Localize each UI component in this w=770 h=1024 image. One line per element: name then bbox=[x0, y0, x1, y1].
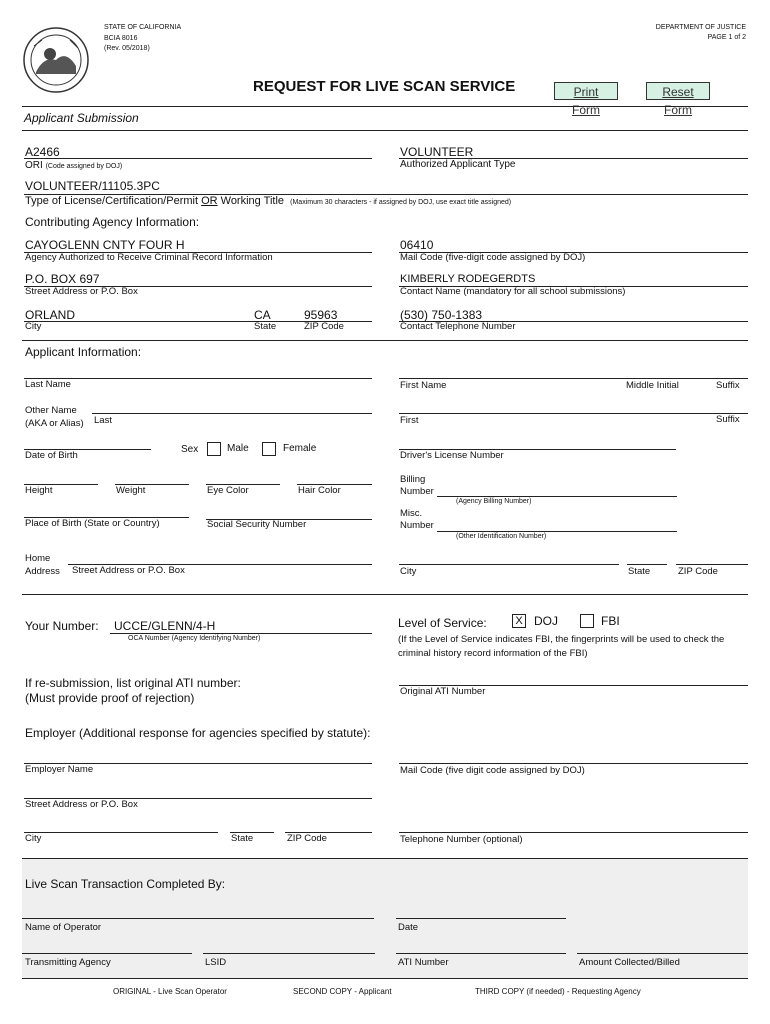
eye-color-label: Eye Color bbox=[207, 485, 249, 496]
female-checkbox[interactable] bbox=[262, 442, 276, 456]
applicant-type-label: Authorized Applicant Type bbox=[400, 159, 516, 170]
level-of-service-label: Level of Service: bbox=[398, 616, 487, 630]
employer-street-label: Street Address or P.O. Box bbox=[25, 799, 138, 810]
lsid-label: LSID bbox=[205, 957, 227, 968]
reset-form-button[interactable]: Reset Form bbox=[646, 82, 710, 100]
mail-code-label: Mail Code (five-digit code assigned by DOJ) bbox=[400, 252, 586, 263]
doj-checkbox[interactable]: X bbox=[512, 614, 526, 628]
doj-label: DOJ bbox=[534, 614, 558, 628]
header-state: STATE OF CALIFORNIA bbox=[104, 24, 182, 31]
employer-state-label: State bbox=[231, 833, 254, 844]
employer-heading: Employer (Additional response for agencies specified by statute): bbox=[25, 726, 371, 740]
fbi-label: FBI bbox=[601, 614, 620, 628]
employer-city-label: City bbox=[25, 833, 42, 844]
home-label-2: Address bbox=[25, 566, 60, 577]
street-label: Street Address or P.O. Box bbox=[25, 286, 138, 297]
applicant-heading: Applicant Information: bbox=[25, 345, 142, 359]
footer-original: ORIGINAL - Live Scan Operator bbox=[113, 987, 227, 996]
zip-label: ZIP Code bbox=[304, 321, 344, 332]
aka-suffix-label: Suffix bbox=[716, 414, 740, 425]
footer-second-copy: SECOND COPY - Applicant bbox=[293, 987, 392, 996]
suffix-label: Suffix bbox=[716, 380, 740, 391]
print-form-button[interactable]: Print Form bbox=[554, 82, 618, 100]
license-label: Type of License/Certification/Permit OR Working Title (Maximum 30 characters - if assigned by DOJ, use exact title assigned) bbox=[25, 195, 512, 207]
footer-third-copy: THIRD COPY (if needed) - Requesting Agency bbox=[475, 987, 641, 996]
billing-label-1: Billing bbox=[400, 474, 426, 485]
fbi-checkbox[interactable] bbox=[580, 614, 594, 628]
misc-label-2: Number bbox=[400, 520, 434, 531]
header-form-id: BCIA 8016 bbox=[104, 35, 138, 42]
phone-value[interactable]: (530) 750-1383 bbox=[400, 308, 483, 322]
license-value[interactable]: VOLUNTEER/11105.3PC bbox=[25, 179, 160, 193]
home-state-label: State bbox=[628, 566, 651, 577]
amount-collected-label: Amount Collected/Billed bbox=[579, 957, 680, 968]
mail-code-value[interactable]: 06410 bbox=[400, 238, 434, 252]
california-doj-seal bbox=[22, 26, 90, 94]
state-label: State bbox=[254, 321, 277, 332]
service-note-1: (If the Level of Service indicates FBI, the fingerprints will be used to check the bbox=[398, 634, 725, 645]
your-number-label: Your Number: bbox=[25, 619, 99, 633]
resubmission-line-2: (Must provide proof of rejection) bbox=[25, 691, 195, 705]
aka-label: (AKA or Alias) bbox=[25, 418, 84, 429]
ori-label: ORI (Code assigned by DOJ) bbox=[25, 160, 123, 171]
home-street-label: Street Address or P.O. Box bbox=[72, 565, 185, 576]
state-value[interactable]: CA bbox=[254, 308, 271, 322]
place-of-birth-label: Place of Birth (State or Country) bbox=[25, 518, 160, 529]
home-zip-label: ZIP Code bbox=[678, 566, 718, 577]
employer-phone-label: Telephone Number (optional) bbox=[400, 834, 523, 845]
male-checkbox[interactable] bbox=[207, 442, 221, 456]
service-note-2: criminal history record information of the FBI) bbox=[398, 648, 588, 659]
billing-label-2: Number bbox=[400, 486, 434, 497]
applicant-type-value[interactable]: VOLUNTEER bbox=[400, 145, 474, 159]
female-label: Female bbox=[283, 443, 317, 454]
contributing-heading: Contributing Agency Information: bbox=[25, 215, 200, 229]
employer-zip-label: ZIP Code bbox=[287, 833, 327, 844]
transmitting-agency-label: Transmitting Agency bbox=[25, 957, 111, 968]
employer-mail-code-label: Mail Code (five digit code assigned by DOJ) bbox=[400, 765, 585, 776]
section-applicant-submission: Applicant Submission bbox=[24, 111, 139, 125]
resubmission-line-1: If re-submission, list original ATI number: bbox=[25, 676, 241, 690]
misc-note: (Other Identification Number) bbox=[456, 533, 547, 540]
first-name-label: First Name bbox=[400, 380, 447, 391]
agency-value[interactable]: CAYOGLENN CNTY FOUR H bbox=[25, 238, 185, 252]
header-page: PAGE 1 of 2 bbox=[707, 34, 746, 41]
weight-label: Weight bbox=[116, 485, 146, 496]
phone-label: Contact Telephone Number bbox=[400, 321, 516, 332]
male-label: Male bbox=[227, 443, 249, 454]
middle-initial-label: Middle Initial bbox=[626, 380, 679, 391]
zip-value[interactable]: 95963 bbox=[304, 308, 338, 322]
drivers-license-label: Driver's License Number bbox=[400, 450, 504, 461]
oca-note: OCA Number (Agency Identifying Number) bbox=[128, 635, 261, 642]
height-label: Height bbox=[25, 485, 53, 496]
your-number-value[interactable]: UCCE/GLENN/4-H bbox=[114, 619, 216, 633]
aka-first-label: First bbox=[400, 415, 419, 426]
last-name-label: Last Name bbox=[25, 379, 71, 390]
aka-last-label: Last bbox=[94, 415, 112, 426]
other-name-label: Other Name bbox=[25, 405, 77, 416]
street-value[interactable]: P.O. BOX 697 bbox=[25, 272, 100, 286]
date-label: Date bbox=[398, 922, 419, 933]
dob-label: Date of Birth bbox=[25, 450, 78, 461]
header-rev: (Rev. 05/2018) bbox=[104, 45, 150, 52]
original-ati-label: Original ATI Number bbox=[400, 686, 486, 697]
live-scan-heading: Live Scan Transaction Completed By: bbox=[25, 877, 226, 891]
form-title: REQUEST FOR LIVE SCAN SERVICE bbox=[253, 78, 516, 95]
billing-note: (Agency Billing Number) bbox=[456, 498, 532, 505]
home-city-label: City bbox=[400, 566, 417, 577]
city-value[interactable]: ORLAND bbox=[25, 308, 76, 322]
ati-number-label: ATI Number bbox=[398, 957, 449, 968]
city-label: City bbox=[25, 321, 42, 332]
agency-label: Agency Authorized to Receive Criminal Record Information bbox=[25, 252, 273, 263]
contact-value[interactable]: KIMBERLY RODEGERDTS bbox=[400, 273, 536, 285]
operator-label: Name of Operator bbox=[25, 922, 102, 933]
hair-color-label: Hair Color bbox=[298, 485, 341, 496]
ori-value[interactable]: A2466 bbox=[25, 145, 60, 159]
header-dept: DEPARTMENT OF JUSTICE bbox=[655, 24, 746, 31]
ssn-label: Social Security Number bbox=[207, 519, 307, 530]
home-label-1: Home bbox=[25, 553, 51, 564]
misc-label-1: Misc. bbox=[400, 508, 423, 519]
employer-name-label: Employer Name bbox=[25, 764, 94, 775]
sex-label: Sex bbox=[181, 444, 199, 455]
contact-label: Contact Name (mandatory for all school submissions) bbox=[400, 286, 626, 297]
